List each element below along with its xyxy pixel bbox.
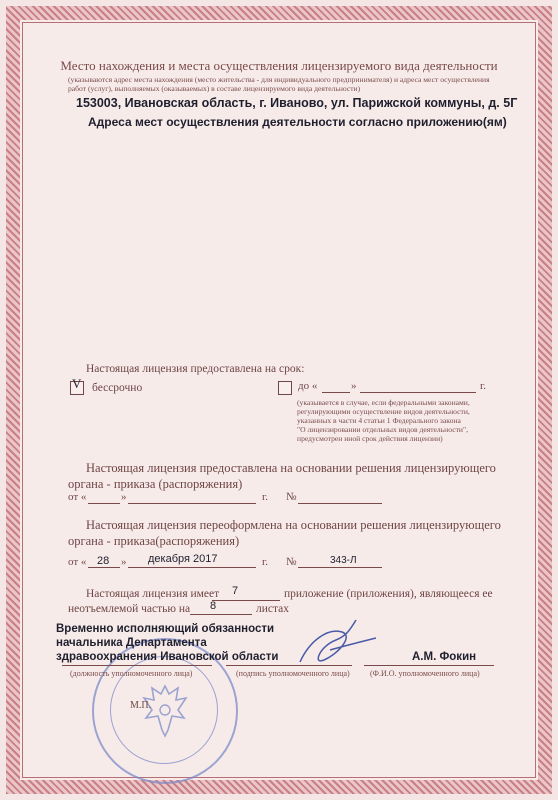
until-prefix: до « — [298, 380, 318, 392]
reissue-month-year: декабря 2017 — [148, 553, 218, 565]
name-signature-line — [364, 665, 494, 666]
caption-signature: (подпись уполномоченного лица) — [236, 669, 350, 678]
grant-line-2: органа - приказа (распоряжения) — [68, 477, 243, 491]
appendix-prefix: Настоящая лицензия имеет — [86, 588, 220, 600]
reissue-day: 28 — [97, 555, 110, 567]
grant-number-line — [298, 503, 382, 504]
grant-year-suffix: г. — [262, 491, 269, 503]
grant-from-mid: » — [121, 491, 127, 503]
appendix-sheets-line — [190, 614, 252, 615]
address-main: 153003, Ивановская область, г. Иваново, ул. Парижской коммуны, д. 5Г — [76, 96, 518, 110]
term-label: Настоящая лицензия предоставлена на срок: — [86, 363, 305, 375]
until-suffix: г. — [480, 380, 487, 392]
reissue-from-mid: » — [121, 556, 127, 568]
reissue-year-suffix: г. — [262, 556, 269, 568]
grant-line-1: Настоящая лицензия предоставлена на основании решения лицензирующего — [86, 461, 496, 475]
unlimited-checkmark: V — [72, 376, 82, 391]
term-note-2: регулирующими осуществление видов деятельности, — [297, 407, 470, 416]
appendix-line2-prefix: неотъемлемой частью на — [68, 603, 191, 615]
appendix-sheets: 8 — [210, 600, 217, 612]
reissue-line-2: органа - приказа(распоряжения) — [68, 534, 240, 548]
address-places: Адреса мест осуществления деятельности согласно приложению(ям) — [88, 115, 507, 129]
handwritten-signature — [280, 610, 380, 670]
header-note-1: (указываются адрес места нахождения (место жительства - для индивидуального предпринимателя) и адреса мест осуществления — [68, 75, 490, 84]
grant-from-prefix: от « — [68, 491, 87, 503]
appendix-suffix: приложение (приложения), являющееся ее — [284, 588, 493, 600]
signatory-position-3: здравоохранения Ивановской области — [56, 651, 279, 663]
position-signature-line — [62, 665, 212, 666]
grant-date-line — [128, 503, 256, 504]
caption-position: (должность уполномоченного лица) — [70, 669, 193, 678]
until-mid: » — [351, 380, 357, 392]
reissue-number: 343-Л — [330, 555, 357, 566]
signatory-name: А.М. Фокин — [412, 651, 477, 663]
reissue-date-line — [128, 567, 256, 568]
signatory-position-1: Временно исполняющий обязанности — [56, 623, 275, 635]
appendix-count: 7 — [232, 585, 239, 597]
header-note-2: работ (услуг), выполняемых (оказываемых) в составе лицензируемого вида деятельности) — [68, 84, 361, 93]
reissue-line-1: Настоящая лицензия переоформлена на основании решения лицензирующего — [86, 518, 501, 532]
unlimited-label: бессрочно — [92, 382, 143, 394]
seal-place-mark: М.П. — [130, 700, 152, 711]
term-note-4: "О лицензировании отдельных видов деятельности", — [297, 425, 468, 434]
until-day-line — [322, 392, 350, 393]
header-title: Место нахождения и места осуществления лицензируемого вида деятельности — [60, 58, 498, 73]
reissue-day-line — [88, 567, 120, 568]
appendix-line2-suffix: листах — [256, 603, 290, 615]
reissue-no-label: № — [286, 556, 297, 568]
signature-line — [226, 665, 352, 666]
reissue-from-prefix: от « — [68, 556, 87, 568]
unlimited-checkbox — [70, 376, 84, 395]
grant-day-line — [88, 503, 120, 504]
caption-name: (Ф.И.О. уполномоченного лица) — [370, 669, 480, 678]
until-checkbox — [278, 381, 292, 395]
grant-no-label: № — [286, 491, 297, 503]
signatory-position-2: начальника Департамента — [56, 637, 207, 649]
until-date-line — [360, 392, 476, 393]
term-note-1: (указывается в случае, если федеральными законами, — [297, 398, 470, 407]
appendix-count-line — [212, 600, 280, 601]
term-note-5: предусмотрен иной срок действия лицензии) — [297, 434, 443, 443]
reissue-number-line — [298, 567, 382, 568]
term-note-3: указанных в части 4 статьи 1 Федерального закона — [297, 416, 461, 425]
